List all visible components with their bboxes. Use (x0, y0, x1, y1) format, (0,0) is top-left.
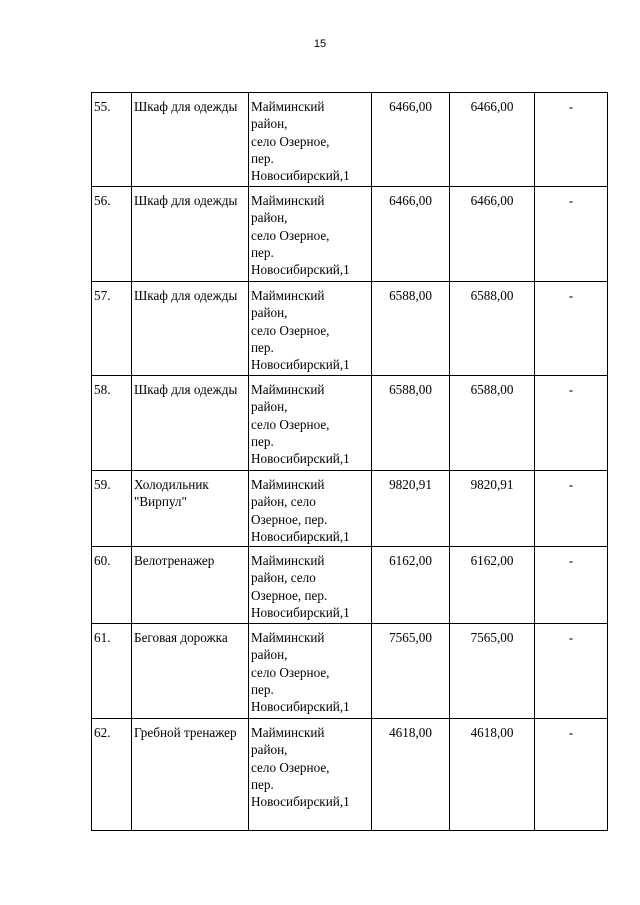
item-address: Майминский район, село Озерное, пер. Новосибирский,1 (249, 624, 372, 719)
table-row (92, 471, 608, 547)
item-note: - (535, 624, 608, 719)
row-number: 56. (92, 187, 132, 282)
table-row (92, 624, 608, 719)
table-row (92, 547, 608, 624)
item-note: - (535, 547, 608, 624)
item-value-total: 6466,00 (450, 187, 535, 282)
row-number: 60. (92, 547, 132, 624)
item-address: Майминский район, село Озерное, пер. Новосибирский,1 (249, 471, 372, 547)
item-value: 6466,00 (372, 93, 450, 187)
item-address: Майминский район, село Озерное, пер. Новосибирский,1 (249, 93, 372, 187)
item-value-total: 6466,00 (450, 93, 535, 187)
item-value: 6588,00 (372, 282, 450, 376)
item-value: 6162,00 (372, 547, 450, 624)
table-row (92, 93, 608, 187)
item-note: - (535, 376, 608, 471)
item-value-total: 4618,00 (450, 719, 535, 831)
item-note: - (535, 719, 608, 831)
row-number: 62. (92, 719, 132, 831)
table-row (92, 719, 608, 831)
item-address: Майминский район, село Озерное, пер. Новосибирский,1 (249, 547, 372, 624)
item-name: Холодильник "Вирпул" (132, 471, 249, 547)
page-number: 15 (313, 38, 327, 50)
item-name: Шкаф для одежды (132, 282, 249, 376)
item-value-total: 7565,00 (450, 624, 535, 719)
item-name: Беговая дорожка (132, 624, 249, 719)
item-address: Майминский район, село Озерное, пер. Новосибирский,1 (249, 719, 372, 831)
item-value-total: 6162,00 (450, 547, 535, 624)
table-row (92, 187, 608, 282)
item-value: 9820,91 (372, 471, 450, 547)
row-number: 57. (92, 282, 132, 376)
item-value-total: 6588,00 (450, 376, 535, 471)
item-value-total: 9820,91 (450, 471, 535, 547)
item-value: 6466,00 (372, 187, 450, 282)
table-row (92, 376, 608, 471)
item-name: Гребной тренажер (132, 719, 249, 831)
item-address: Майминский район, село Озерное, пер. Новосибирский,1 (249, 282, 372, 376)
item-address: Майминский район, село Озерное, пер. Новосибирский,1 (249, 376, 372, 471)
item-value-total: 6588,00 (450, 282, 535, 376)
row-number: 61. (92, 624, 132, 719)
item-address: Майминский район, село Озерное, пер. Новосибирский,1 (249, 187, 372, 282)
row-number: 58. (92, 376, 132, 471)
item-value: 6588,00 (372, 376, 450, 471)
item-note: - (535, 471, 608, 547)
row-number: 55. (92, 93, 132, 187)
item-name: Велотренажер (132, 547, 249, 624)
item-value: 4618,00 (372, 719, 450, 831)
item-note: - (535, 282, 608, 376)
row-number: 59. (92, 471, 132, 547)
item-name: Шкаф для одежды (132, 187, 249, 282)
item-name: Шкаф для одежды (132, 376, 249, 471)
item-value: 7565,00 (372, 624, 450, 719)
item-note: - (535, 187, 608, 282)
item-note: - (535, 93, 608, 187)
table-row (92, 282, 608, 376)
inventory-table (91, 92, 608, 831)
item-name: Шкаф для одежды (132, 93, 249, 187)
